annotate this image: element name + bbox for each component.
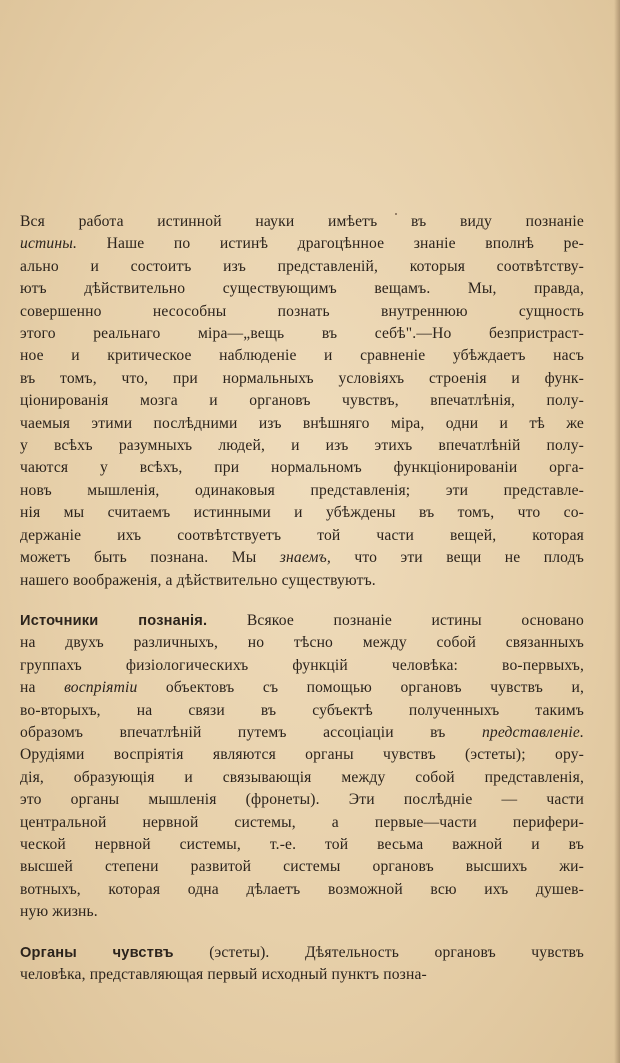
text-line [20,480,584,502]
page-edge-shadow [614,0,620,1063]
text-line [20,368,584,390]
text-line [20,632,584,654]
text-line [20,767,584,789]
text-segment: Всякое познаніе истины основано [207,611,584,629]
text-line [20,413,584,435]
text-segment: центральной нервной системы, а первые—части перифери- [20,813,584,831]
text-segment: ально и состоитъ изъ представленій, которыя соотвѣтству- [20,257,584,275]
paragraph [20,942,584,987]
text-segment: въ томъ, что, при нормальныхъ условіяхъ строенія и функ- [20,369,584,387]
text-line [20,942,584,964]
text-line [20,435,584,457]
text-line [20,610,584,632]
text-segment: ческой нервной системы, т.-е. той весьма важной и въ [20,835,584,853]
text-line [20,345,584,367]
text-segment: можетъ быть познана. Мы [20,549,280,567]
text-line [20,744,584,766]
text-segment: во-вторыхъ, на связи въ субъектѣ полученныхъ такимъ [20,701,584,719]
text-line [20,655,584,677]
text-segment: Вся работа истинной науки имѣетъ въ виду познаніе [20,213,584,230]
text-segment: совершенно несособны познать внутреннюю сущность [20,302,584,320]
text-line [20,700,584,722]
text-segment: это органы мышленія (фронеты). Эти послѣдніе — части [20,791,584,809]
text-segment: чаемыя этими послѣдними изъ внѣшняго міра, одни и тѣ же [20,414,584,432]
text-line [20,547,584,569]
section-heading: Источники познанія. [20,612,208,629]
text-segment: вотныхъ, которая одна дѣлаетъ возможной всю ихъ душев- [20,880,584,898]
text-segment: держаніе ихъ соотвѣтствуетъ той части вещей, которая [20,526,584,544]
text-segment: группахъ физіологическихъ функцій человѣка: во-первыхъ, [20,656,584,674]
text-line [20,278,584,300]
text-segment: на двухъ различныхъ, но тѣсно между собой связанныхъ [20,634,584,652]
text-segment: дія, образующія и связывающія между собой представленія, [20,768,584,786]
paragraph-spacer [20,592,584,610]
text-segment: высшей степени развитой системы органовъ высшихъ жи- [20,858,584,876]
text-segment: человѣка, представляющая первый исходный пунктъ позна- [20,966,427,983]
text-line [20,964,584,986]
text-line [20,457,584,479]
text-segment: Наше по истинѣ драгоцѣнное знаніе вполнѣ ре- [77,235,584,253]
text-segment: на [20,679,65,697]
text-segment: у всѣхъ разумныхъ людей, и изъ этихъ впечатлѣній полу- [20,437,584,455]
text-segment: нашего воображенія, а дѣйствительно существуютъ. [20,571,376,589]
text-line [20,323,584,345]
text-line [20,901,584,923]
text-line [20,677,584,699]
text-line [20,211,584,233]
text-line [20,722,584,744]
text-segment: объектовъ съ помощью органовъ чувствъ и, [137,679,584,697]
emphasized-text: воспріятіи [64,679,138,697]
text-segment: ное и критическое наблюденіе и сравненіе убѣждаетъ насъ [20,347,584,365]
text-line [20,256,584,278]
emphasized-text: знаемъ, [279,549,331,567]
text-line [20,390,584,412]
text-segment: ціонированія мозга и органовъ чувствъ, впечатлѣнія, полу- [20,392,584,410]
text-segment: (эстеты). Дѣятельность органовъ чувствъ [173,943,584,961]
text-line [20,789,584,811]
text-segment: что эти вещи не плодъ [330,549,584,567]
text-line [20,502,584,524]
text-segment: ную жизнь. [20,903,98,921]
paragraph [20,610,584,924]
text-segment: ютъ дѣйствительно существующимъ вещамъ. Мы, правда, [20,280,584,298]
text-segment: чаются у всѣхъ, при нормальномъ функціонированіи орга- [20,459,584,477]
text-segment: образомъ впечатлѣній путемъ ассоціаціи въ [20,723,482,741]
paragraph [20,211,584,592]
text-line [20,233,584,255]
emphasized-text: истины. [20,235,78,253]
text-segment: этого реальнаго міра—„вещь въ себѣ".—Но безпристраст- [20,325,584,343]
text-line [20,879,584,901]
text-line [20,812,584,834]
emphasized-text: представленіе. [481,723,584,741]
text-line [20,856,584,878]
text-line [20,834,584,856]
text-segment: Орудіями воспріятія являются органы чувствъ (эстеты); ору- [20,746,584,764]
paragraph-spacer [20,924,584,942]
text-segment: нія мы считаемъ истинными и убѣждены въ томъ, что со- [20,504,584,522]
page-body-text [20,211,584,986]
section-heading: Органы чувствъ [20,944,174,961]
text-line [20,570,584,592]
text-segment: новъ мышленія, одинаковыя представленія; эти представле- [20,481,584,499]
text-line [20,525,584,547]
text-line [20,301,584,323]
